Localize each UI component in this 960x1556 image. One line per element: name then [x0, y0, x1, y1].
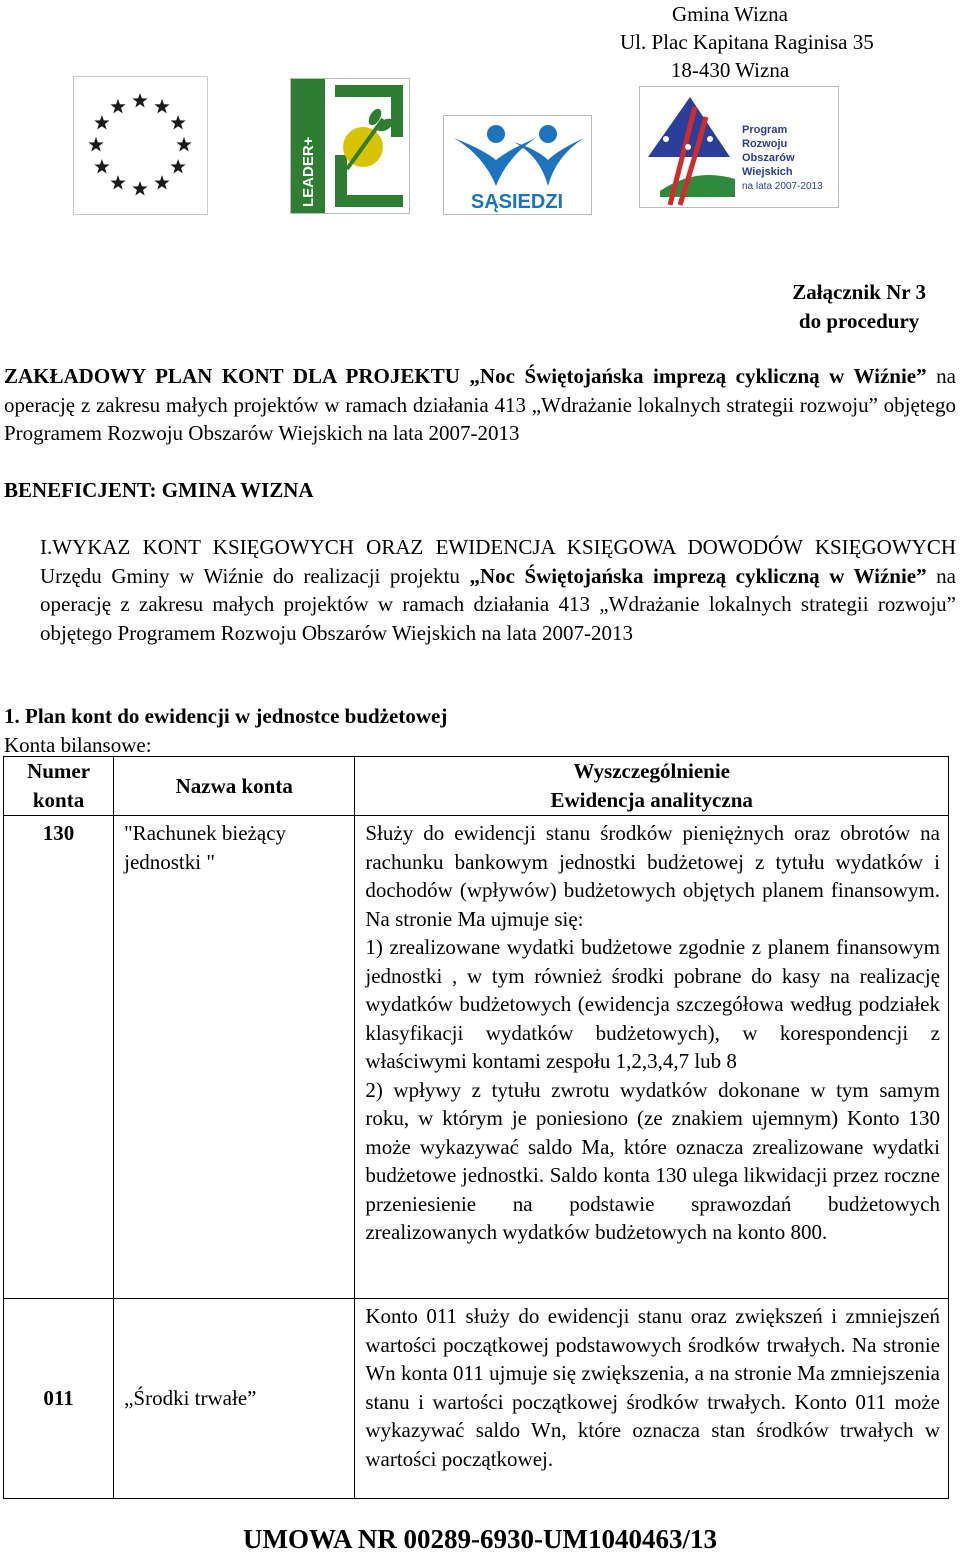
- konta-bilansowe-label: Konta bilansowe:: [4, 733, 152, 757]
- eu-star-icon: [171, 115, 186, 129]
- row-130-description: Służy do ewidencji stanu środków pieniężnych oraz obrotów na rachunku bankowym jednostki budżetowej z tytułu wydatków i dochodów (wpływów) budżetowych objętych planem finansowym. Na stronie Ma ujmuje się: 1) zrealizowane wydatki budżetowe zgodnie z planem finansowym jednostki , w tym również środki pobrane do kasy na realizację wydatków budżetowych (ewidencja szczegółowa według podziałek klasyfikacji wydatków budżetowych), w korespondencji z właściwymi kontami zespołu 1,2,3,4,7 lub 8 2) wpływy z tytułu zwrotu wydatków dokonane w tym samym roku, w którym je poniesiono (ze znakiem ujemnym) Konto 130 może wykazywać saldo Ma, które oznacza zrealizowane wydatki budżetowe jednostki. Saldo konta 130 ulega likwidacji przez roczne przeniesienie na podstawie sprawozdań budżetowych zrealizowanych wydatków budżetowych na konto 800.: [355, 816, 949, 1299]
- eu-star-icon: [154, 175, 169, 189]
- footer-contract-number: UMOWA NR 00289-6930-UM1040463/13: [243, 1524, 717, 1554]
- sasiedzi-text: SĄSIEDZI: [470, 191, 564, 213]
- table-row: [4, 1299, 949, 1499]
- prow-logo: [639, 86, 839, 208]
- table-row: [4, 816, 949, 1299]
- eu-flag-logo: [73, 76, 208, 215]
- eu-star-icon: [132, 181, 147, 195]
- annex-line-1: Załącznik Nr 3: [792, 280, 926, 304]
- row-130-number: 130: [4, 816, 114, 1299]
- row-011-number: 011: [4, 1299, 114, 1499]
- leader-text: LEADER+: [300, 136, 317, 207]
- address-line-2: Ul. Plac Kapitana Raginisa 35: [620, 30, 874, 54]
- eu-star-icon: [154, 99, 169, 113]
- table-header-row: [4, 757, 949, 816]
- address-block: [620, 0, 874, 84]
- section-1-paragraph: [40, 533, 956, 647]
- prow-text-4: Wiejskich: [742, 166, 793, 178]
- eu-star-icon: [110, 99, 125, 113]
- prow-text-3: Obszarów: [742, 152, 795, 164]
- prow-emblem-icon: [640, 87, 838, 207]
- annex-label: [792, 278, 926, 336]
- eu-star-icon: [176, 137, 191, 151]
- annex-line-2: do procedury: [798, 309, 920, 333]
- sasiedzi-figures-icon: [444, 116, 591, 214]
- address-line-3: 18-430 Wizna: [670, 58, 790, 82]
- eu-star-icon: [132, 93, 147, 107]
- section-1-bold: „Noc Świętojańska imprezą cykliczną w Wiźnie”: [469, 563, 927, 588]
- eu-stars-icon: [74, 77, 207, 214]
- eu-star-icon: [94, 159, 109, 173]
- row-130-name: "Rachunek bieżący jednostki ": [114, 816, 355, 1299]
- section-1-part-1: I.WYKAZ KONT KSIĘGOWYCH ORAZ EWIDENCJA KSIĘGOWA DOWODÓW KSIĘGOWYCH Urzędu Gminy w Wiźnie do realizacji projektu: [40, 535, 956, 588]
- eu-star-icon: [110, 175, 125, 189]
- header-numer: Numer konta: [4, 757, 114, 816]
- header-wyszczegolnienie: Wyszczególnienie Ewidencja analityczna: [355, 757, 949, 816]
- title-normal: na operację z zakresu małych projektów w ramach działania 413 „Wdrażanie lokalnych strategii rozwoju” objętego Programem Rozwoju Obszarów Wiejskich na lata 2007-2013: [4, 364, 956, 445]
- prow-text-2: Rozwoju: [742, 138, 788, 150]
- row-011-description: Konto 011 służy do ewidencji stanu oraz zwiększeń i zmniejszeń wartości początkowej podstawowych środków trwałych. Na stronie Wn konta 011 ujmuje się zwiększenia, a na stronie Ma zmniejszenia stanu i wartości początkowej środków trwałych. Konto 011 może wykazywać saldo Wn, które oznacza stan środków trwałych w wartości początkowej.: [355, 1299, 949, 1499]
- header-nazwa: Nazwa konta: [114, 757, 355, 816]
- leader-logo: [290, 78, 410, 214]
- prow-text-5: na lata 2007-2013: [742, 181, 823, 192]
- section-1-part-2: na operację z zakresu małych projektów w ramach działania 413 „Wdrażanie lokalnych strategii rozwoju” objętego Programem Rozwoju Obszarów Wiejskich na lata 2007-2013: [40, 563, 957, 645]
- document-title: [4, 362, 956, 448]
- accounts-table: [3, 756, 949, 1499]
- beneficiary: BENEFICJENT: GMINA WIZNA: [4, 478, 314, 502]
- plan-heading: 1. Plan kont do ewidencji w jednostce budżetowej: [4, 704, 448, 728]
- leader-emblem-icon: [291, 79, 409, 213]
- row-011-name: „Środki trwałe”: [114, 1299, 355, 1499]
- title-bold: ZAKŁADOWY PLAN KONT DLA PROJEKTU „Noc Świętojańska imprezą cykliczną w Wiźnie”: [4, 364, 927, 388]
- sasiedzi-logo: [443, 115, 592, 215]
- prow-text-1: Program: [742, 124, 788, 136]
- eu-star-icon: [88, 137, 103, 151]
- eu-star-icon: [171, 159, 186, 173]
- address-line-1: Gmina Wizna: [672, 2, 788, 26]
- eu-star-icon: [94, 115, 109, 129]
